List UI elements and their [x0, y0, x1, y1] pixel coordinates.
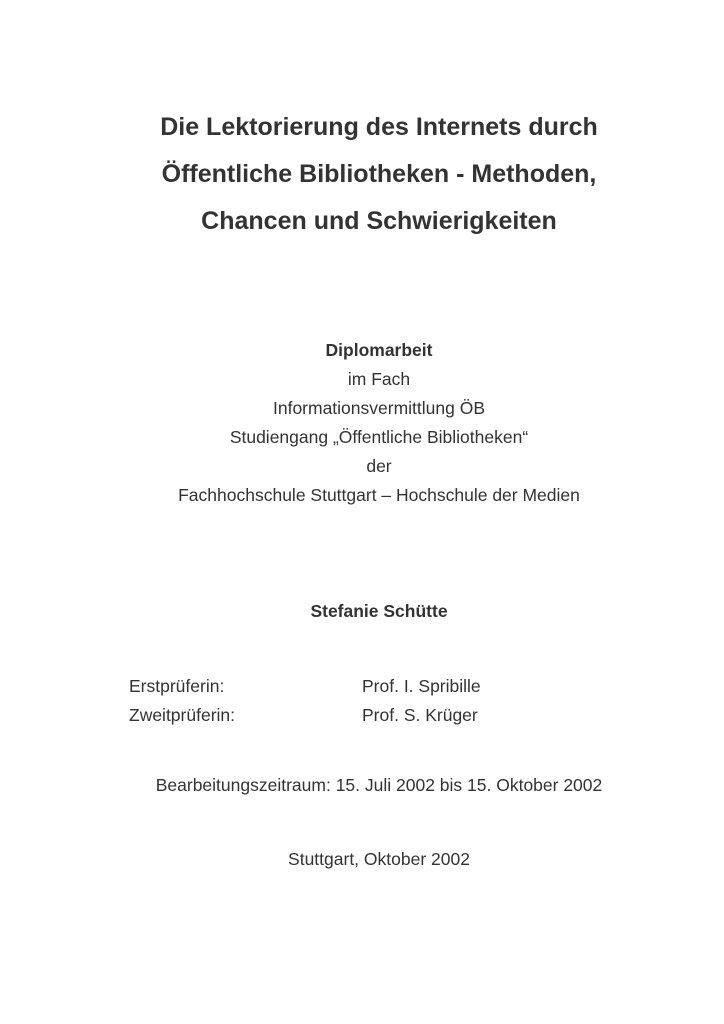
- thesis-line-subject: Informationsvermittlung ÖB: [272, 398, 486, 418]
- examiner-name: Prof. S. Krüger: [362, 705, 478, 725]
- examiner-name: Prof. I. Spribille: [362, 676, 481, 696]
- thesis-line-program: Studiengang „Öffentliche Bibliotheken“: [229, 427, 529, 447]
- place-date: Stuttgart, Oktober 2002: [288, 849, 470, 869]
- work-period: Bearbeitungszeitraum: 15. Juli 2002 bis 15. Oktober 2002: [155, 775, 603, 795]
- thesis-type: Diplomarbeit: [325, 340, 433, 360]
- thesis-info: [0, 336, 724, 510]
- title-line-1: Die Lektorierung des Internets durch: [160, 113, 598, 141]
- author-name: Stefanie Schütte: [310, 601, 448, 621]
- examiner-role: Zweitprüferin:: [129, 705, 236, 725]
- thesis-line-subject-intro: im Fach: [347, 369, 411, 389]
- examiner-role: Erstprüferin:: [129, 676, 225, 696]
- title-line-2: Öffentliche Bibliotheken - Methoden,: [161, 160, 597, 188]
- title-line-3: Chancen und Schwierigkeiten: [201, 207, 557, 235]
- thesis-line-institution: Fachhochschule Stuttgart – Hochschule der Medien: [178, 485, 580, 505]
- thesis-title: [0, 104, 724, 245]
- thesis-line-of: der: [366, 456, 392, 476]
